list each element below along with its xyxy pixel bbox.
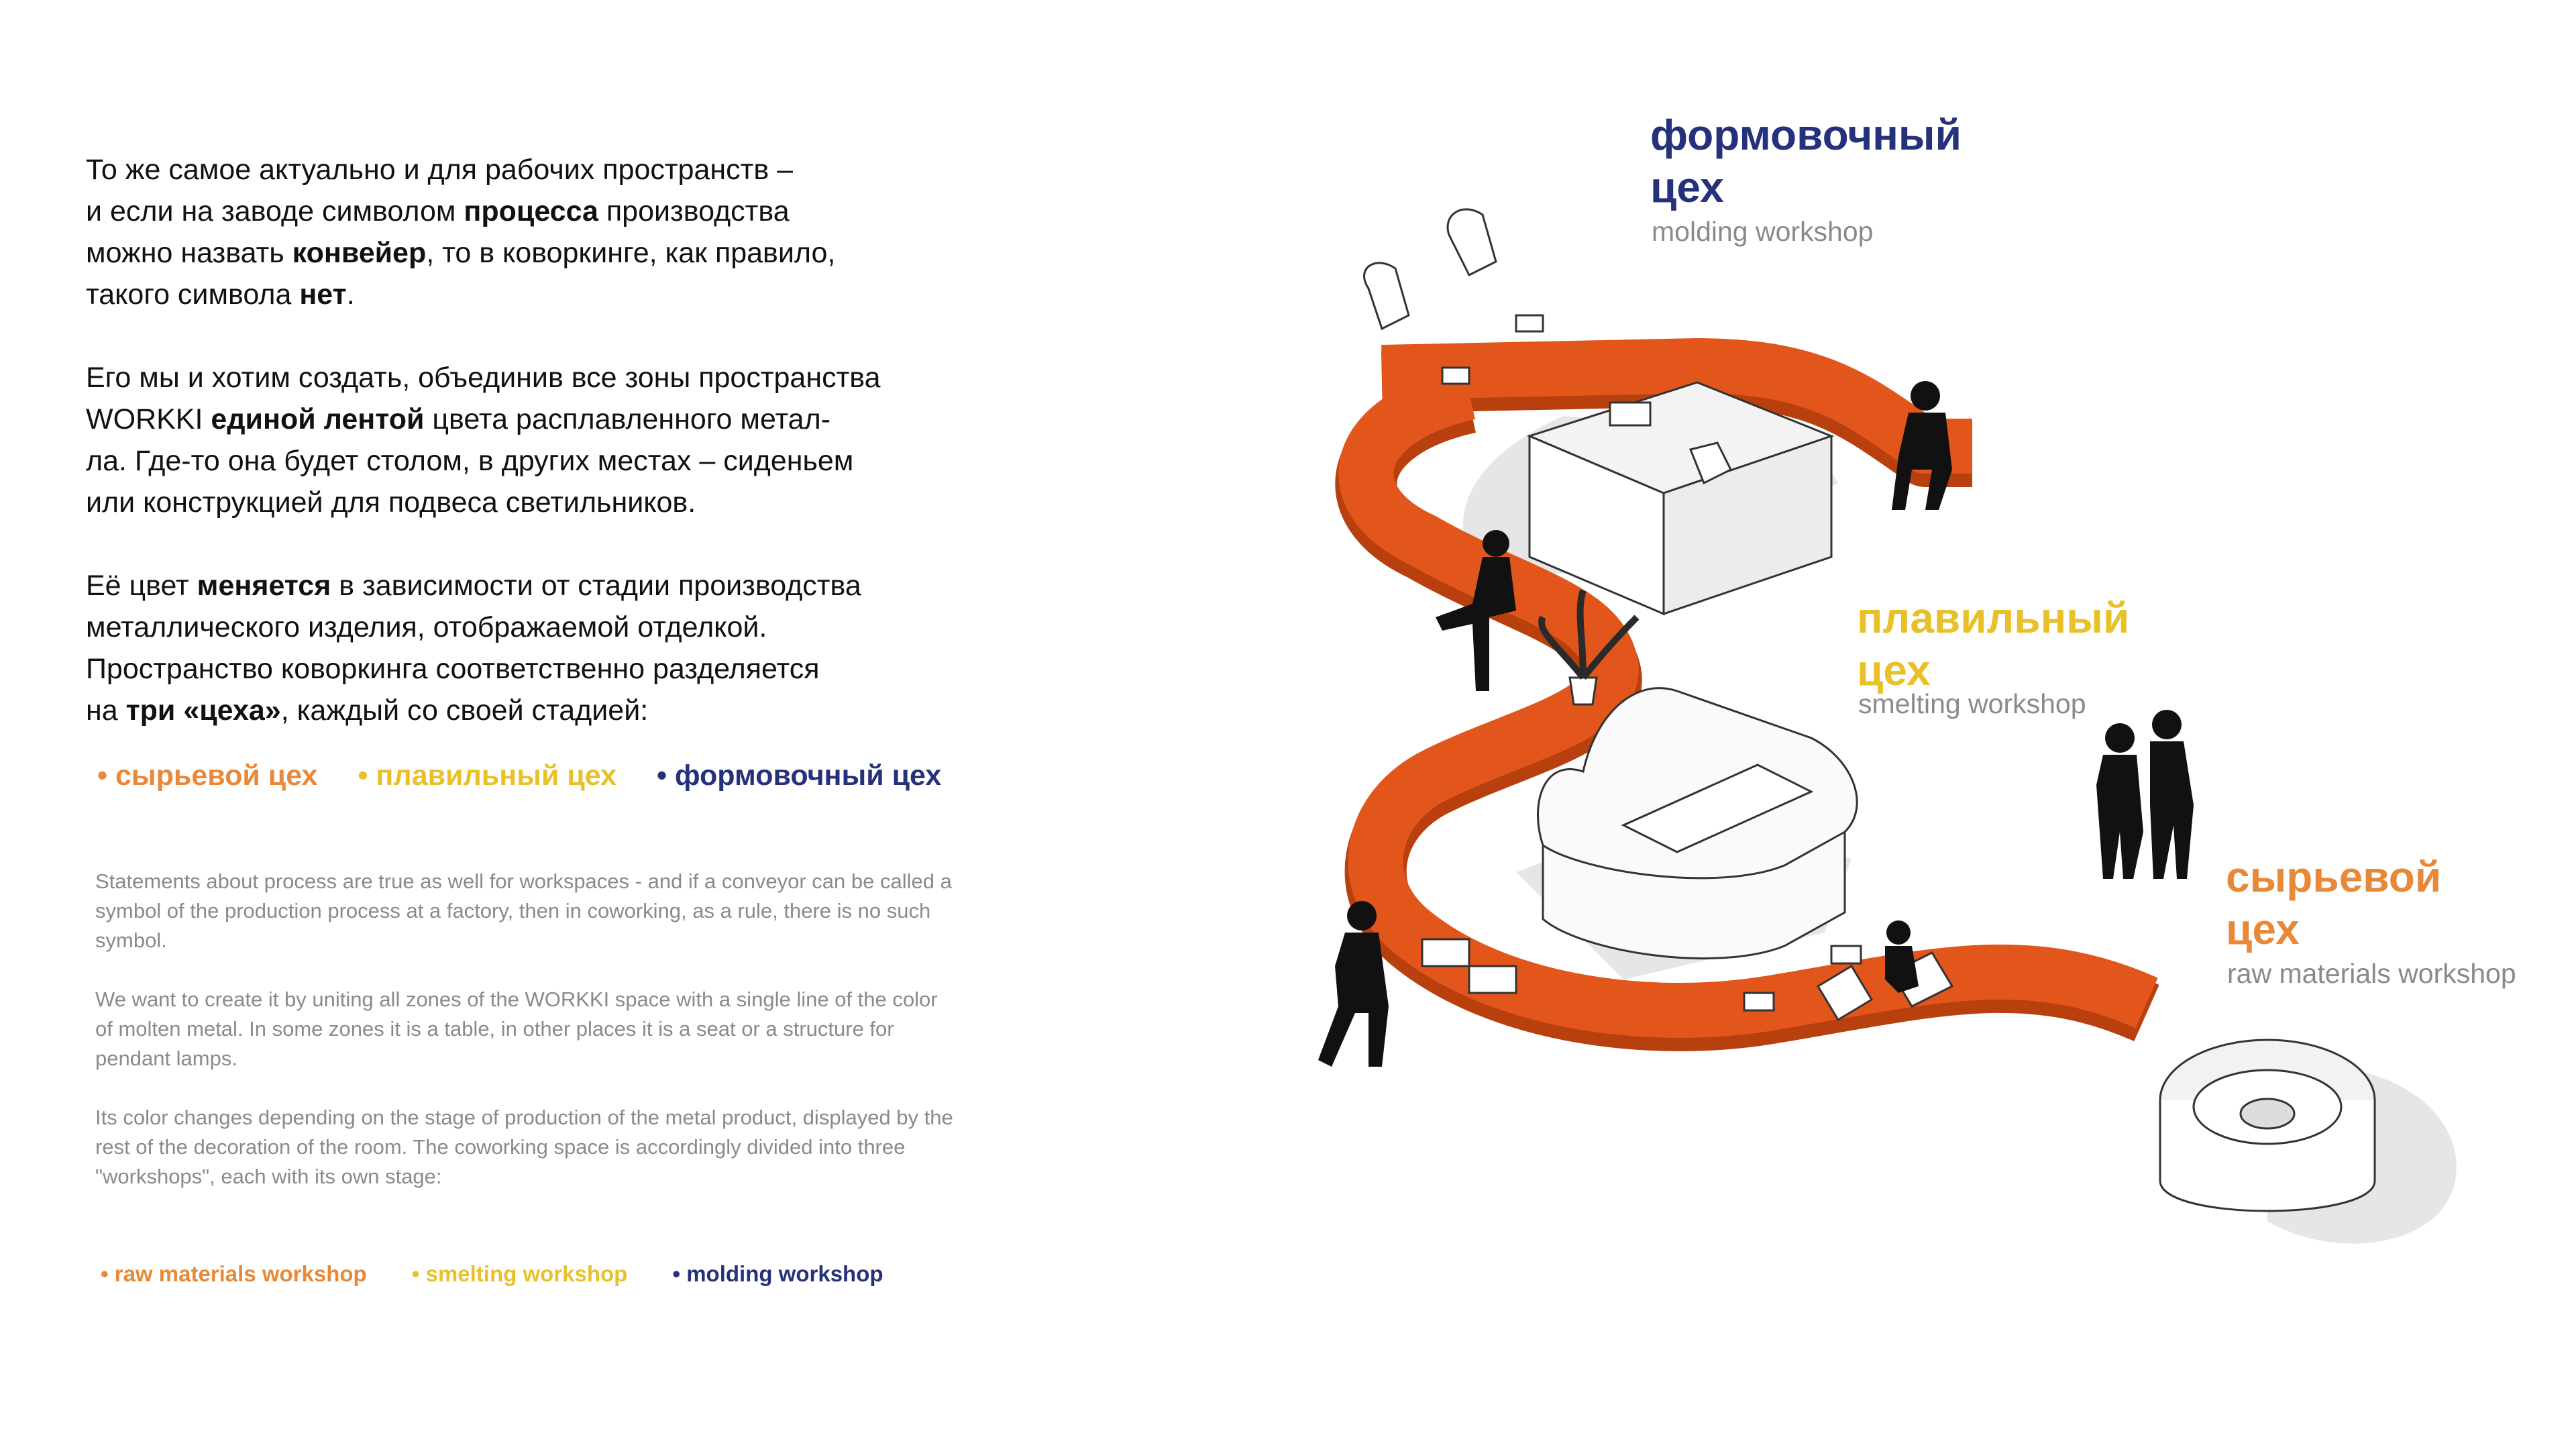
text: на bbox=[86, 694, 126, 727]
text: цвета расплавленного метал- bbox=[424, 403, 831, 435]
emphasis: конвейер bbox=[292, 237, 427, 269]
emphasis: три «цеха» bbox=[125, 694, 281, 727]
intro-en-paragraph-2: We want to create it by uniting all zones of the WORKKI space with a single line of the color of molten metal. In some zones it is a table, in other places it is a seat or a structure for pendant lamps. bbox=[95, 988, 938, 1070]
molding-title bbox=[1650, 109, 1962, 213]
intro-en-paragraph-1: Statements about process are true as well for workspaces - and if a conveyor can be called a symbol of the production process at a factory, then in coworking, as a rule, there is no such symbol. bbox=[95, 869, 952, 952]
laptop-icon bbox=[1516, 315, 1543, 331]
text: То же самое актуально и для рабочих пространств – bbox=[86, 154, 794, 186]
text: Пространство коворкинга соответственно разделяется bbox=[86, 653, 820, 685]
laptop-icon bbox=[1831, 946, 1861, 963]
round-table bbox=[2241, 1099, 2294, 1128]
molding-title-line-2: цех bbox=[1650, 163, 1724, 211]
raw-materials-pod bbox=[2160, 1040, 2375, 1211]
person-standing-icon bbox=[2096, 723, 2143, 879]
smelting-title-line-1: плавильный bbox=[1857, 594, 2130, 642]
person-standing-icon bbox=[2150, 710, 2194, 879]
molding-title-line-1: формовочный bbox=[1650, 111, 1962, 159]
printer-icon bbox=[1422, 939, 1469, 966]
emphasis: меняется bbox=[197, 570, 331, 602]
molding-subtitle: molding workshop bbox=[1652, 216, 1874, 247]
raw-title-line-1: сырьевой bbox=[2226, 853, 2442, 901]
legend-en-molding: • molding workshop bbox=[672, 1261, 883, 1286]
text: такого символа bbox=[86, 278, 300, 311]
smelting-subtitle: smelting workshop bbox=[1858, 688, 2086, 719]
text: Его мы и хотим создать, объединив все зоны пространства bbox=[86, 362, 881, 394]
text: металлического изделия, отображаемой отделкой. bbox=[86, 611, 767, 643]
person-seated-laptop-icon bbox=[1885, 920, 1919, 993]
laptop-icon bbox=[1744, 993, 1774, 1010]
text: или конструкцией для подвеса светильников. bbox=[86, 486, 696, 519]
raw-title bbox=[2226, 851, 2441, 955]
text: Её цвет bbox=[86, 570, 197, 602]
text: производства bbox=[598, 195, 790, 227]
legend-en-raw: • raw materials workshop bbox=[101, 1261, 367, 1286]
text: WORKKI bbox=[86, 403, 211, 435]
text: в зависимости от стадии производства bbox=[331, 570, 861, 602]
text: , каждый со своей стадией: bbox=[280, 694, 649, 727]
raw-subtitle: raw materials workshop bbox=[2227, 958, 2516, 989]
legend-ru-raw: • сырьевой цех bbox=[97, 759, 318, 792]
smelting-title-line-2: цех bbox=[1857, 646, 1931, 694]
emphasis: нет bbox=[299, 278, 347, 311]
raw-title-line-2: цех bbox=[2226, 905, 2300, 953]
laptop-icon bbox=[1610, 403, 1650, 425]
text: . bbox=[346, 278, 355, 311]
smelting-title bbox=[1857, 592, 2129, 696]
legend-ru-molding: • формовочный цех bbox=[656, 759, 942, 792]
text: ла. Где-то она будет столом, в других местах – сиденьем bbox=[86, 445, 854, 477]
intro-en-paragraph-3: Its color changes depending on the stage of production of the metal product, displayed by the rest of the decoration of the room. The coworking space is accordingly divided into three "workshops", each with its own stage: bbox=[95, 1106, 953, 1188]
emphasis: процесса bbox=[464, 195, 598, 227]
printer-icon bbox=[1469, 966, 1516, 993]
text: и если на заводе символом bbox=[86, 195, 464, 227]
text: , то в коворкинге, как правило, bbox=[426, 237, 836, 269]
emphasis: единой лентой bbox=[211, 403, 425, 435]
legend-ru-smelting: • плавильный цех bbox=[358, 759, 617, 792]
laptop-icon bbox=[1442, 368, 1469, 384]
text: можно назвать bbox=[86, 237, 292, 269]
legend-en-smelting: • smelting workshop bbox=[411, 1261, 628, 1286]
